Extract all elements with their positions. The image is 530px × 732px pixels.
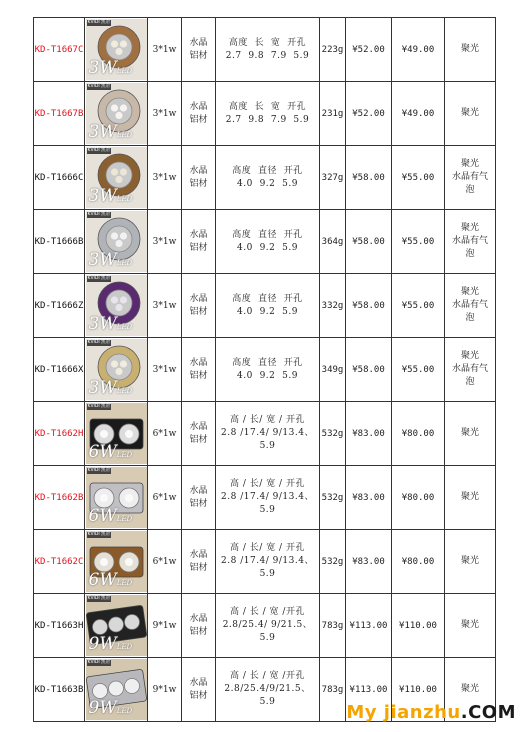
model-cell xyxy=(34,402,85,466)
dimensions-cell: 高 / 长 / 宽 /开孔 2.8/25.4/9/21.5、 5.9 xyxy=(216,658,320,722)
note-cell: 聚光 水晶有气 泡 xyxy=(445,210,496,274)
wattage-badge: 3WLED xyxy=(88,250,133,270)
weight-cell: 532g xyxy=(320,402,346,466)
brand-tag: KVIDI 凯帝 xyxy=(87,532,111,537)
image-cell xyxy=(85,658,148,722)
weight-cell: 783g xyxy=(320,594,346,658)
model-cell xyxy=(34,18,85,82)
watermark-brand: My jianzhu xyxy=(346,702,461,723)
model-cell xyxy=(34,338,85,402)
note-cell: 聚光 xyxy=(445,466,496,530)
model-cell xyxy=(34,658,85,722)
image-cell xyxy=(85,18,148,82)
power-cell: 3*1w xyxy=(148,18,182,82)
wattage-badge: 3WLED xyxy=(88,378,133,398)
material-cell: 水晶 铝材 xyxy=(182,530,216,594)
note-cell: 聚光 xyxy=(445,18,496,82)
product-table xyxy=(33,17,496,722)
price-cell-1: ¥83.00 xyxy=(346,466,392,530)
note-cell: 聚光 xyxy=(445,402,496,466)
price-cell-2: ¥80.00 xyxy=(392,402,445,466)
model-number: KD-T1667B xyxy=(34,108,84,119)
product-thumbnail xyxy=(86,659,147,720)
image-cell xyxy=(85,274,148,338)
wattage-badge: 6WLED xyxy=(88,442,133,462)
dimensions-cell: 高 / 长 / 宽 /开孔 2.8/25.4/ 9/21.5、 5.9 xyxy=(216,594,320,658)
model-cell xyxy=(34,466,85,530)
note-cell: 聚光 xyxy=(445,530,496,594)
image-cell xyxy=(85,146,148,210)
brand-tag: KVIDI 凯帝 xyxy=(87,596,111,601)
material-cell: 水晶 铝材 xyxy=(182,594,216,658)
power-cell: 9*1w xyxy=(148,594,182,658)
table-row xyxy=(34,210,496,274)
watermark-suffix: COM xyxy=(468,702,516,723)
brand-tag: KVIDI 凯帝 xyxy=(87,20,111,25)
note-cell: 聚光 水晶有气 泡 xyxy=(445,274,496,338)
brand-tag: KVIDI 凯帝 xyxy=(87,340,111,345)
material-cell: 水晶 铝材 xyxy=(182,402,216,466)
note-cell: 聚光 xyxy=(445,82,496,146)
price-cell-1: ¥52.00 xyxy=(346,18,392,82)
power-cell: 3*1w xyxy=(148,82,182,146)
price-cell-1: ¥113.00 xyxy=(346,658,392,722)
weight-cell: 364g xyxy=(320,210,346,274)
model-cell xyxy=(34,82,85,146)
dimensions-cell: 高 / 长/ 宽 / 开孔 2.8 /17.4/ 9/13.4、 5.9 xyxy=(216,402,320,466)
brand-tag: KVIDI 凯帝 xyxy=(87,660,111,665)
price-cell-2: ¥55.00 xyxy=(392,210,445,274)
weight-cell: 332g xyxy=(320,274,346,338)
product-thumbnail xyxy=(86,595,147,656)
table-row xyxy=(34,530,496,594)
dimensions-cell: 高度 直径 开孔 4.0 9.2 5.9 xyxy=(216,210,320,274)
table-row xyxy=(34,146,496,210)
model-cell xyxy=(34,274,85,338)
dimensions-cell: 高度 直径 开孔 4.0 9.2 5.9 xyxy=(216,274,320,338)
material-cell: 水晶 铝材 xyxy=(182,658,216,722)
material-cell: 水晶 铝材 xyxy=(182,274,216,338)
model-number: KD-T1666X xyxy=(34,364,84,375)
weight-cell: 532g xyxy=(320,530,346,594)
model-cell xyxy=(34,530,85,594)
wattage-badge: 9WLED xyxy=(88,698,133,718)
note-cell: 聚光 水晶有气 泡 xyxy=(445,146,496,210)
power-cell: 3*1w xyxy=(148,210,182,274)
watermark-dot: . xyxy=(460,702,469,723)
brand-tag: KVIDI 凯帝 xyxy=(87,276,111,281)
price-cell-2: ¥55.00 xyxy=(392,338,445,402)
image-cell xyxy=(85,210,148,274)
brand-tag: KVIDI 凯帝 xyxy=(87,84,111,89)
product-thumbnail xyxy=(86,147,147,208)
price-cell-1: ¥83.00 xyxy=(346,402,392,466)
wattage-badge: 3WLED xyxy=(88,58,133,78)
model-number: KD-T1662B xyxy=(34,492,84,503)
price-cell-1: ¥83.00 xyxy=(346,530,392,594)
power-cell: 3*1w xyxy=(148,338,182,402)
image-cell xyxy=(85,338,148,402)
weight-cell: 349g xyxy=(320,338,346,402)
material-cell: 水晶 铝材 xyxy=(182,82,216,146)
model-number: KD-T1662H xyxy=(34,428,84,439)
price-cell-2: ¥49.00 xyxy=(392,18,445,82)
model-number: KD-T1666C xyxy=(34,172,84,183)
weight-cell: 231g xyxy=(320,82,346,146)
dimensions-cell: 高度 直径 开孔 4.0 9.2 5.9 xyxy=(216,146,320,210)
price-cell-2: ¥55.00 xyxy=(392,274,445,338)
table-row xyxy=(34,82,496,146)
price-cell-1: ¥58.00 xyxy=(346,146,392,210)
product-thumbnail xyxy=(86,403,147,464)
weight-cell: 327g xyxy=(320,146,346,210)
product-thumbnail xyxy=(86,275,147,336)
model-number: KD-T1663B xyxy=(34,684,84,695)
model-number: KD-T1667C xyxy=(34,44,84,55)
price-cell-2: ¥80.00 xyxy=(392,466,445,530)
price-cell-2: ¥55.00 xyxy=(392,146,445,210)
price-cell-1: ¥113.00 xyxy=(346,594,392,658)
material-cell: 水晶 铝材 xyxy=(182,466,216,530)
price-cell-1: ¥58.00 xyxy=(346,274,392,338)
site-watermark xyxy=(346,702,516,723)
price-cell-2: ¥110.00 xyxy=(392,594,445,658)
note-cell: 聚光 xyxy=(445,594,496,658)
material-cell: 水晶 铝材 xyxy=(182,210,216,274)
price-cell-2: ¥110.00 xyxy=(392,658,445,722)
dimensions-cell: 高度 长 宽 开孔 2.7 9.8 7.9 5.9 xyxy=(216,82,320,146)
price-cell-2: ¥80.00 xyxy=(392,530,445,594)
brand-tag: KVIDI 凯帝 xyxy=(87,468,111,473)
dimensions-cell: 高度 直径 开孔 4.0 9.2 5.9 xyxy=(216,338,320,402)
model-number: KD-T1666B xyxy=(34,236,84,247)
material-cell: 水晶 铝材 xyxy=(182,18,216,82)
power-cell: 9*1w xyxy=(148,658,182,722)
product-thumbnail xyxy=(86,531,147,592)
price-cell-1: ¥58.00 xyxy=(346,210,392,274)
wattage-badge: 6WLED xyxy=(88,570,133,590)
price-cell-1: ¥58.00 xyxy=(346,338,392,402)
product-thumbnail xyxy=(86,19,147,80)
weight-cell: 532g xyxy=(320,466,346,530)
weight-cell: 783g xyxy=(320,658,346,722)
material-cell: 水晶 铝材 xyxy=(182,146,216,210)
material-cell: 水晶 铝材 xyxy=(182,338,216,402)
model-cell xyxy=(34,594,85,658)
power-cell: 3*1w xyxy=(148,146,182,210)
price-cell-2: ¥49.00 xyxy=(392,82,445,146)
brand-tag: KVIDI 凯帝 xyxy=(87,148,111,153)
image-cell xyxy=(85,466,148,530)
table-row xyxy=(34,402,496,466)
wattage-badge: 3WLED xyxy=(88,122,133,142)
power-cell: 6*1w xyxy=(148,466,182,530)
brand-tag: KVIDI 凯帝 xyxy=(87,212,111,217)
table-row xyxy=(34,338,496,402)
table-row xyxy=(34,466,496,530)
product-thumbnail xyxy=(86,467,147,528)
dimensions-cell: 高 / 长/ 宽 / 开孔 2.8 /17.4/ 9/13.4、 5.9 xyxy=(216,466,320,530)
model-number: KD-T1666Z xyxy=(34,300,84,311)
image-cell xyxy=(85,530,148,594)
dimensions-cell: 高度 长 宽 开孔 2.7 9.8 7.9 5.9 xyxy=(216,18,320,82)
model-cell xyxy=(34,210,85,274)
note-cell: 聚光 水晶有气 泡 xyxy=(445,338,496,402)
note-cell: 聚光 xyxy=(445,658,496,722)
wattage-badge: 3WLED xyxy=(88,314,133,334)
product-thumbnail xyxy=(86,211,147,272)
image-cell xyxy=(85,82,148,146)
table-row xyxy=(34,274,496,338)
power-cell: 6*1w xyxy=(148,530,182,594)
table-row xyxy=(34,594,496,658)
wattage-badge: 9WLED xyxy=(88,634,133,654)
power-cell: 3*1w xyxy=(148,274,182,338)
dimensions-cell: 高 / 长/ 宽 / 开孔 2.8 /17.4/ 9/13.4、 5.9 xyxy=(216,530,320,594)
model-number: KD-T1662C xyxy=(34,556,84,567)
model-cell xyxy=(34,146,85,210)
wattage-badge: 3WLED xyxy=(88,186,133,206)
wattage-badge: 6WLED xyxy=(88,506,133,526)
brand-tag: KVIDI 凯帝 xyxy=(87,404,111,409)
product-thumbnail xyxy=(86,339,147,400)
price-cell-1: ¥52.00 xyxy=(346,82,392,146)
product-thumbnail xyxy=(86,83,147,144)
image-cell xyxy=(85,594,148,658)
model-number: KD-T1663H xyxy=(34,620,84,631)
image-cell xyxy=(85,402,148,466)
power-cell: 6*1w xyxy=(148,402,182,466)
table-row xyxy=(34,18,496,82)
weight-cell: 223g xyxy=(320,18,346,82)
